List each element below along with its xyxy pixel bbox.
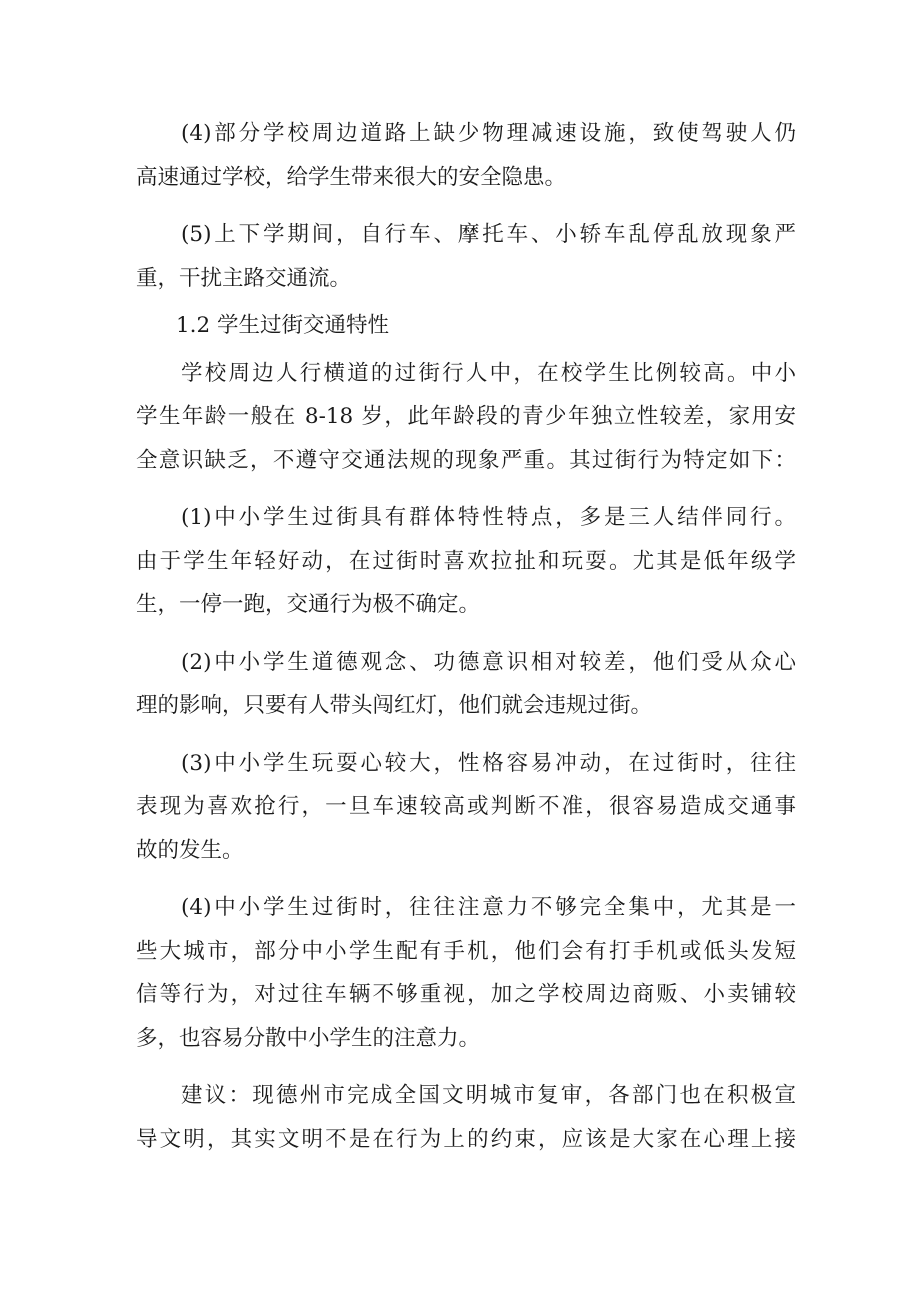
text-line: 学生年龄一般在 8-18 岁，此年龄段的青少年独立性较差，家用安	[136, 404, 796, 429]
text-line: (3)中小学生玩耍心较大，性格容易冲动，在过街时，往往	[181, 750, 796, 776]
text-line: 由于学生年轻好动，在过街时喜欢拉扯和玩耍。尤其是低年级学	[136, 548, 796, 574]
text-line: 理的影响，只要有人带头闯红灯，他们就会违规过街。	[136, 693, 653, 718]
text-line: (1)中小学生过街具有群体特性特点，多是三人结伴同行。	[181, 505, 796, 530]
paragraph-item-4-traffic	[136, 112, 796, 199]
document-body	[136, 112, 796, 1161]
text-line: 全意识缺乏，不遵守交通法规的现象严重。其过街行为特定如下：	[136, 447, 796, 473]
text-line: 多，也容易分散中小学生的注意力。	[136, 1025, 481, 1051]
text-line: 信等行为，对过往车辆不够重视，加之学校周边商贩、小卖铺较	[136, 982, 796, 1007]
text-line: (4)中小学生过街时，往往注意力不够完全集中，尤其是一	[181, 895, 796, 920]
text-line: (2)中小学生道德观念、功德意识相对较差，他们受从众心	[181, 649, 796, 675]
text-line: 些大城市，部分中小学生配有手机，他们会有打手机或低头发短	[136, 938, 796, 964]
section-heading	[136, 304, 796, 348]
text-line: 表现为喜欢抢行，一旦车速较高或判断不准，很容易造成交通事	[136, 794, 796, 819]
text-line: (5)上下学期间，自行车、摩托车、小轿车乱停乱放现象严	[181, 222, 796, 247]
text-line: (4)部分学校周边道路上缺少物理减速设施，致使驾驶人仍	[181, 121, 796, 146]
text-line: 建议：现德州市完成全国文明城市复审，各部门也在积极宣	[181, 1083, 796, 1108]
paragraph-item-4-attention	[136, 886, 796, 1060]
paragraph-intro	[136, 352, 796, 483]
paragraph-suggestion	[136, 1074, 796, 1161]
text-line: 学校周边人行横道的过街行人中，在校学生比例较高。中小	[181, 360, 796, 386]
paragraph-item-3-impulsive	[136, 742, 796, 873]
section-heading-text: 1.2 学生过街交通特性	[176, 313, 390, 338]
paragraph-item-2-morality	[136, 641, 796, 728]
text-line: 重，干扰主路交通流。	[136, 265, 352, 291]
paragraph-item-5-parking	[136, 213, 796, 300]
text-line: 故的发生。	[136, 837, 244, 863]
text-line: 导文明，其实文明不是在行为上的约束，应该是大家在心理上接	[136, 1126, 796, 1152]
text-line: 高速通过学校，给学生带来很大的安全隐患。	[136, 164, 567, 190]
text-line: 生，一停一跑，交通行为极不确定。	[136, 592, 481, 617]
paragraph-item-1-group	[136, 496, 796, 627]
